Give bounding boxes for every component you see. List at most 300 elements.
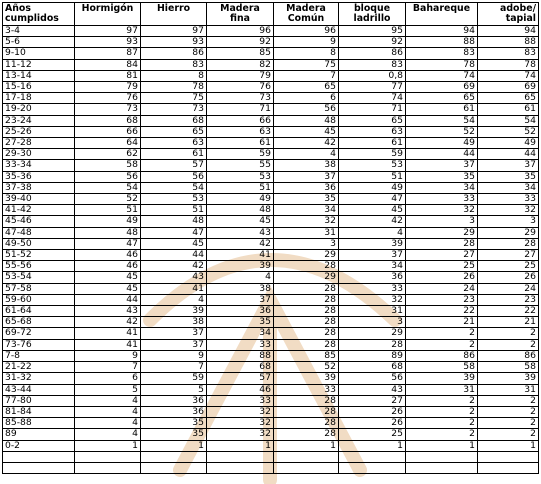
value-cell: 51 [207, 182, 274, 193]
age-range-cell [3, 451, 75, 462]
value-cell: 28 [274, 395, 339, 406]
age-range-cell: 37-38 [3, 182, 75, 193]
value-cell: 69 [406, 82, 478, 93]
value-cell: 37 [478, 160, 539, 171]
value-cell: 42 [207, 238, 274, 249]
value-cell: 2 [478, 406, 539, 417]
value-cell: 5 [141, 384, 207, 395]
value-cell: 27 [406, 250, 478, 261]
value-cell: 2 [406, 395, 478, 406]
value-cell: 59 [339, 149, 406, 160]
value-cell: 25 [339, 429, 406, 440]
value-cell: 4 [274, 149, 339, 160]
value-cell: 36 [274, 182, 339, 193]
value-cell: 26 [339, 406, 406, 417]
value-cell: 82 [207, 59, 274, 70]
age-range-cell: 13-14 [3, 70, 75, 81]
value-cell: 37 [207, 294, 274, 305]
value-cell: 42 [75, 317, 141, 328]
table-row [3, 126, 539, 137]
value-cell: 45 [141, 238, 207, 249]
value-cell: 2 [406, 339, 478, 350]
value-cell: 74 [406, 70, 478, 81]
value-cell: 48 [141, 216, 207, 227]
value-cell: 29 [274, 272, 339, 283]
value-cell: 36 [339, 272, 406, 283]
age-range-cell: 9-10 [3, 48, 75, 59]
value-cell: 38 [141, 317, 207, 328]
table-row [3, 26, 539, 37]
value-cell: 86 [478, 350, 539, 361]
value-cell: 86 [406, 350, 478, 361]
table-row [3, 182, 539, 193]
value-cell: 28 [274, 429, 339, 440]
table-row [3, 272, 539, 283]
value-cell: 34 [339, 261, 406, 272]
value-cell: 63 [141, 138, 207, 149]
table-row [3, 440, 539, 451]
value-cell: 1 [274, 440, 339, 451]
value-cell: 36 [141, 406, 207, 417]
value-cell: 5 [75, 384, 141, 395]
value-cell: 1 [406, 440, 478, 451]
value-cell: 35 [141, 429, 207, 440]
header-adobe-tapial: adobe/ tapial [478, 3, 539, 26]
value-cell: 65 [141, 126, 207, 137]
value-cell: 86 [339, 48, 406, 59]
value-cell: 83 [339, 59, 406, 70]
age-range-cell: 27-28 [3, 138, 75, 149]
value-cell: 77 [339, 82, 406, 93]
value-cell: 2 [406, 406, 478, 417]
value-cell: 6 [75, 373, 141, 384]
value-cell: 54 [75, 182, 141, 193]
value-cell: 28 [478, 238, 539, 249]
value-cell: 42 [274, 138, 339, 149]
value-cell: 28 [274, 406, 339, 417]
age-range-cell: 21-22 [3, 362, 75, 373]
value-cell: 47 [141, 227, 207, 238]
value-cell: 32 [207, 418, 274, 429]
header-row [3, 3, 539, 26]
value-cell: 53 [207, 171, 274, 182]
value-cell: 78 [406, 59, 478, 70]
value-cell: 57 [207, 373, 274, 384]
value-cell: 25 [406, 261, 478, 272]
value-cell: 38 [207, 283, 274, 294]
age-range-cell: 65-68 [3, 317, 75, 328]
value-cell: 37 [406, 160, 478, 171]
value-cell: 28 [406, 238, 478, 249]
value-cell: 36 [141, 395, 207, 406]
value-cell: 43 [207, 227, 274, 238]
age-range-cell: 85-88 [3, 418, 75, 429]
value-cell: 31 [406, 384, 478, 395]
value-cell: 1 [141, 440, 207, 451]
age-range-cell: 23-24 [3, 115, 75, 126]
header-bloque-ladrillo: bloque ladrillo [339, 3, 406, 26]
value-cell: 43 [75, 306, 141, 317]
value-cell: 54 [478, 115, 539, 126]
value-cell: 37 [339, 250, 406, 261]
value-cell: 35 [141, 418, 207, 429]
value-cell: 49 [207, 194, 274, 205]
value-cell: 45 [274, 126, 339, 137]
value-cell: 53 [339, 160, 406, 171]
value-cell: 39 [406, 373, 478, 384]
value-cell: 4 [141, 294, 207, 305]
age-range-cell: 69-72 [3, 328, 75, 339]
value-cell: 47 [75, 238, 141, 249]
age-range-cell: 35-36 [3, 171, 75, 182]
age-range-cell: 29-30 [3, 149, 75, 160]
value-cell: 34 [207, 328, 274, 339]
value-cell: 23 [478, 294, 539, 305]
value-cell: 22 [406, 306, 478, 317]
table-row [3, 317, 539, 328]
value-cell: 33 [478, 194, 539, 205]
value-cell: 26 [478, 272, 539, 283]
value-cell: 68 [141, 115, 207, 126]
value-cell: 57 [141, 160, 207, 171]
age-range-cell: 57-58 [3, 283, 75, 294]
value-cell: 24 [478, 283, 539, 294]
age-range-cell: 5-6 [3, 37, 75, 48]
table-row [3, 395, 539, 406]
value-cell: 74 [478, 70, 539, 81]
header-madera-comun: Madera Común [274, 3, 339, 26]
header-hierro: Hierro [141, 3, 207, 26]
age-range-cell: 15-16 [3, 82, 75, 93]
value-cell: 83 [406, 48, 478, 59]
value-cell: 78 [141, 82, 207, 93]
value-cell: 23 [406, 294, 478, 305]
table-row [3, 429, 539, 440]
value-cell [141, 462, 207, 473]
value-cell: 35 [406, 171, 478, 182]
value-cell: 29 [339, 328, 406, 339]
value-cell: 95 [339, 26, 406, 37]
value-cell: 61 [478, 104, 539, 115]
value-cell: 71 [207, 104, 274, 115]
value-cell: 34 [406, 182, 478, 193]
value-cell: 37 [274, 171, 339, 182]
value-cell: 2 [406, 328, 478, 339]
value-cell: 59 [141, 373, 207, 384]
table-row [3, 227, 539, 238]
value-cell: 63 [207, 126, 274, 137]
value-cell: 2 [406, 418, 478, 429]
value-cell: 34 [274, 205, 339, 216]
value-cell: 55 [207, 160, 274, 171]
value-cell: 85 [207, 48, 274, 59]
value-cell: 27 [339, 395, 406, 406]
age-range-cell: 3-4 [3, 26, 75, 37]
value-cell: 78 [478, 59, 539, 70]
value-cell: 84 [75, 59, 141, 70]
value-cell: 9 [75, 350, 141, 361]
table-row [3, 373, 539, 384]
table-row [3, 462, 539, 473]
table-row [3, 451, 539, 462]
value-cell: 28 [274, 418, 339, 429]
value-cell: 61 [141, 149, 207, 160]
value-cell: 29 [478, 227, 539, 238]
value-cell [207, 451, 274, 462]
value-cell: 47 [339, 194, 406, 205]
table-row [3, 362, 539, 373]
value-cell: 0,8 [339, 70, 406, 81]
value-cell: 73 [207, 93, 274, 104]
value-cell: 87 [75, 48, 141, 59]
value-cell: 27 [478, 250, 539, 261]
age-range-cell: 31-32 [3, 373, 75, 384]
value-cell: 85 [274, 350, 339, 361]
value-cell: 96 [274, 26, 339, 37]
value-cell: 75 [141, 93, 207, 104]
value-cell: 33 [274, 384, 339, 395]
value-cell: 45 [75, 283, 141, 294]
value-cell: 4 [75, 406, 141, 417]
value-cell: 44 [141, 250, 207, 261]
age-range-cell: 43-44 [3, 384, 75, 395]
value-cell: 66 [207, 115, 274, 126]
value-cell: 31 [339, 306, 406, 317]
table-row [3, 59, 539, 70]
age-range-cell: 51-52 [3, 250, 75, 261]
age-range-cell: 17-18 [3, 93, 75, 104]
value-cell: 28 [274, 339, 339, 350]
value-cell: 49 [406, 138, 478, 149]
age-range-cell: 53-54 [3, 272, 75, 283]
value-cell: 88 [478, 37, 539, 48]
table-row [3, 216, 539, 227]
value-cell: 94 [478, 26, 539, 37]
age-range-cell: 45-46 [3, 216, 75, 227]
value-cell: 58 [75, 160, 141, 171]
value-cell: 61 [406, 104, 478, 115]
table-row [3, 261, 539, 272]
value-cell: 21 [406, 317, 478, 328]
value-cell: 83 [478, 48, 539, 59]
value-cell: 35 [478, 171, 539, 182]
table-row [3, 250, 539, 261]
table-row [3, 406, 539, 417]
header-hormigon: Hormigón [75, 3, 141, 26]
age-range-cell [3, 462, 75, 473]
value-cell: 75 [274, 59, 339, 70]
table-row [3, 115, 539, 126]
value-cell: 1 [75, 440, 141, 451]
value-cell [478, 462, 539, 473]
value-cell: 4 [339, 227, 406, 238]
value-cell: 32 [207, 406, 274, 417]
value-cell: 79 [75, 82, 141, 93]
table-row [3, 171, 539, 182]
value-cell: 37 [141, 328, 207, 339]
value-cell: 8 [141, 70, 207, 81]
table-row [3, 48, 539, 59]
table-row [3, 82, 539, 93]
header-bahareque: Bahareque [406, 3, 478, 26]
depreciation-table [2, 2, 539, 474]
value-cell: 48 [207, 205, 274, 216]
value-cell: 2 [478, 418, 539, 429]
value-cell: 39 [478, 373, 539, 384]
age-range-cell: 33-34 [3, 160, 75, 171]
table-row [3, 294, 539, 305]
value-cell: 43 [339, 384, 406, 395]
table-row [3, 37, 539, 48]
age-range-cell: 61-64 [3, 306, 75, 317]
value-cell: 28 [339, 339, 406, 350]
value-cell: 56 [274, 104, 339, 115]
value-cell: 28 [274, 283, 339, 294]
value-cell: 26 [406, 272, 478, 283]
table-row [3, 205, 539, 216]
table-row [3, 339, 539, 350]
value-cell: 42 [141, 261, 207, 272]
value-cell: 33 [339, 283, 406, 294]
value-cell: 6 [274, 93, 339, 104]
value-cell: 39 [274, 373, 339, 384]
value-cell: 54 [141, 182, 207, 193]
value-cell [406, 462, 478, 473]
value-cell: 3 [406, 216, 478, 227]
age-range-cell: 7-8 [3, 350, 75, 361]
value-cell [406, 451, 478, 462]
value-cell: 33 [207, 339, 274, 350]
header-madera-fina: Madera fina [207, 3, 274, 26]
table-row [3, 350, 539, 361]
value-cell: 1 [478, 440, 539, 451]
value-cell: 49 [75, 216, 141, 227]
value-cell: 46 [207, 384, 274, 395]
value-cell: 64 [75, 138, 141, 149]
value-cell: 49 [478, 138, 539, 149]
value-cell: 71 [339, 104, 406, 115]
table-row [3, 138, 539, 149]
table-row [3, 384, 539, 395]
value-cell: 41 [75, 328, 141, 339]
value-cell: 89 [339, 350, 406, 361]
table-row [3, 283, 539, 294]
value-cell: 41 [141, 283, 207, 294]
table-row [3, 328, 539, 339]
value-cell: 69 [478, 82, 539, 93]
value-cell: 56 [339, 373, 406, 384]
value-cell: 43 [141, 272, 207, 283]
value-cell: 4 [75, 429, 141, 440]
value-cell: 32 [274, 216, 339, 227]
age-range-cell: 81-84 [3, 406, 75, 417]
table-row [3, 306, 539, 317]
value-cell: 61 [339, 138, 406, 149]
value-cell: 61 [207, 138, 274, 149]
value-cell: 88 [207, 350, 274, 361]
value-cell: 68 [207, 362, 274, 373]
value-cell: 51 [339, 171, 406, 182]
value-cell: 44 [478, 149, 539, 160]
value-cell: 7 [141, 362, 207, 373]
value-cell: 2 [478, 328, 539, 339]
value-cell: 63 [339, 126, 406, 137]
value-cell: 1 [207, 440, 274, 451]
value-cell: 92 [207, 37, 274, 48]
value-cell: 39 [339, 238, 406, 249]
value-cell [478, 451, 539, 462]
value-cell: 28 [274, 306, 339, 317]
value-cell: 35 [207, 317, 274, 328]
value-cell: 32 [207, 429, 274, 440]
value-cell: 39 [141, 306, 207, 317]
value-cell: 73 [141, 104, 207, 115]
value-cell: 83 [141, 59, 207, 70]
value-cell: 32 [478, 205, 539, 216]
value-cell: 31 [478, 384, 539, 395]
value-cell: 22 [478, 306, 539, 317]
value-cell: 92 [339, 37, 406, 48]
value-cell: 65 [339, 115, 406, 126]
value-cell: 51 [141, 205, 207, 216]
value-cell: 45 [339, 205, 406, 216]
value-cell: 2 [478, 429, 539, 440]
value-cell: 34 [478, 182, 539, 193]
table-row [3, 149, 539, 160]
value-cell: 2 [478, 339, 539, 350]
value-cell: 52 [478, 126, 539, 137]
value-cell: 52 [75, 194, 141, 205]
age-range-cell: 19-20 [3, 104, 75, 115]
value-cell [141, 451, 207, 462]
value-cell: 46 [75, 261, 141, 272]
value-cell: 3 [478, 216, 539, 227]
value-cell: 56 [75, 171, 141, 182]
value-cell: 86 [141, 48, 207, 59]
table-row [3, 104, 539, 115]
value-cell: 59 [207, 149, 274, 160]
value-cell: 44 [406, 149, 478, 160]
value-cell: 96 [207, 26, 274, 37]
value-cell: 76 [75, 93, 141, 104]
value-cell: 32 [339, 294, 406, 305]
value-cell: 36 [207, 306, 274, 317]
value-cell [274, 462, 339, 473]
table-row [3, 93, 539, 104]
value-cell: 1 [339, 440, 406, 451]
value-cell: 97 [141, 26, 207, 37]
value-cell [207, 462, 274, 473]
table-row [3, 70, 539, 81]
value-cell: 37 [141, 339, 207, 350]
value-cell [339, 462, 406, 473]
value-cell: 26 [339, 418, 406, 429]
age-range-cell: 55-56 [3, 261, 75, 272]
age-range-cell: 89 [3, 429, 75, 440]
value-cell: 4 [75, 395, 141, 406]
value-cell: 94 [406, 26, 478, 37]
value-cell: 3 [339, 317, 406, 328]
table-row [3, 194, 539, 205]
age-range-cell: 77-80 [3, 395, 75, 406]
value-cell: 28 [274, 294, 339, 305]
value-cell: 31 [274, 227, 339, 238]
value-cell [339, 451, 406, 462]
value-cell: 29 [406, 227, 478, 238]
value-cell: 2 [478, 395, 539, 406]
age-range-cell: 11-12 [3, 59, 75, 70]
age-range-cell: 25-26 [3, 126, 75, 137]
